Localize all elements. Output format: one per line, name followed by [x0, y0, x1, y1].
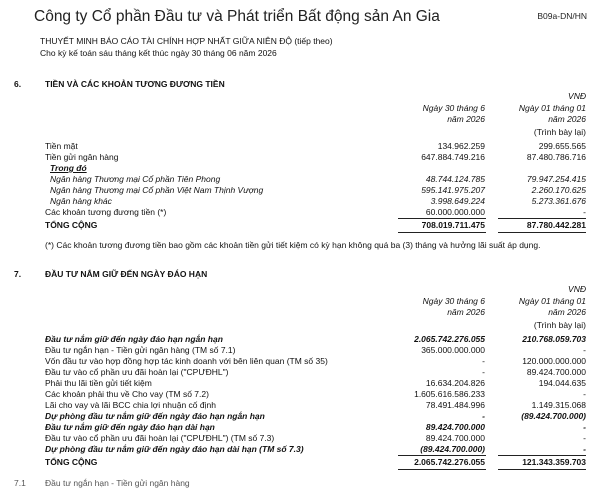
row-value-col2: 79.947.254.415	[526, 174, 586, 184]
row-value-col1: 647.884.749.216	[421, 152, 485, 162]
row-value-col1: (89.424.700.000)	[420, 444, 485, 454]
col2-header-line1: Ngày 01 tháng 01	[518, 296, 586, 306]
report-title: THUYẾT MINH BÁO CÁO TÀI CHÍNH HỢP NHẤT GIỮA NIÊN ĐỘ (tiếp theo)	[40, 36, 333, 46]
row-label: Ngân hàng Thương mại Cổ phần Tiên Phong	[50, 174, 221, 184]
row-value-col1: 89.424.700.000	[425, 422, 485, 432]
row-value-col1: 365.000.000.000	[421, 345, 485, 355]
col1-header-line2: năm 2026	[447, 114, 485, 124]
table-row	[0, 367, 613, 378]
table-row	[0, 356, 613, 367]
row-label: TỔNG CỘNG	[45, 220, 98, 230]
table-row	[0, 422, 613, 433]
row-value-col1: 2.065.742.276.055	[414, 457, 485, 467]
table-row	[0, 185, 613, 196]
section-6-number: 6.	[14, 79, 22, 89]
table-row	[0, 152, 613, 163]
table-row	[0, 207, 613, 218]
col1-header-line1: Ngày 30 tháng 6	[422, 103, 485, 113]
row-value-col2: 89.424.700.000	[526, 367, 586, 377]
row-label: Đầu tư nắm giữ đến ngày đáo hạn ngắn hạn	[45, 334, 223, 344]
table-row	[0, 174, 613, 185]
row-value-col1: -	[482, 367, 485, 377]
total-rule	[498, 469, 586, 470]
row-value-col1: 1.605.616.586.233	[414, 389, 485, 399]
row-value-col1: 3.998.649.224	[430, 196, 485, 206]
row-value-col2: -	[583, 422, 586, 432]
row-value-col2: -	[583, 345, 586, 355]
row-value-col2: 299.655.565	[538, 141, 586, 151]
section-7-restated-note: (Trình bày lại)	[533, 320, 586, 330]
row-label: Đầu tư vào cổ phần ưu đãi hoàn lại ("CPƯĐHL")	[45, 367, 229, 377]
row-value-col2: 194.044.635	[538, 378, 586, 388]
table-row	[0, 400, 613, 411]
table-row	[0, 378, 613, 389]
row-label: Phải thu lãi tiền gửi tiết kiệm	[45, 378, 152, 388]
row-label: Ngân hàng Thương mại Cổ phần Việt Nam Thịnh Vượng	[50, 185, 264, 195]
row-label: Vốn đầu tư vào hợp đồng hợp tác kinh doanh với bên liên quan (TM số 35)	[45, 356, 328, 366]
row-value-col2: 210.768.059.703	[522, 334, 586, 344]
section-6-footnote: (*) Các khoản tương đương tiền bao gồm các khoản tiền gửi tiết kiệm có kỳ hạn không quá ba (3) tháng và hưởng lãi suất áp dụng.	[45, 240, 541, 250]
row-value-col2: -	[583, 444, 586, 454]
row-value-col2: 87.480.786.716	[526, 152, 586, 162]
section-7-unit: VNĐ	[568, 284, 586, 294]
subtotal-rule	[398, 218, 486, 219]
table-row	[0, 444, 613, 455]
row-value-col2: 2.260.170.625	[531, 185, 586, 195]
section-7-col2-header	[519, 296, 586, 318]
table-row	[0, 334, 613, 345]
row-value-col2: 120.000.000.000	[522, 356, 586, 366]
section-7-col1-header	[423, 296, 485, 318]
row-value-col1: 708.019.711.475	[421, 220, 485, 230]
row-value-col2: -	[583, 389, 586, 399]
section-6-unit: VNĐ	[568, 91, 586, 101]
col2-header-line2: năm 2026	[548, 307, 586, 317]
row-value-col2: -	[583, 433, 586, 443]
row-label: Tiền mặt	[45, 141, 78, 151]
row-value-col1: 89.424.700.000	[425, 433, 485, 443]
row-value-col2: (89.424.700.000)	[521, 411, 586, 421]
row-value-col1: 16.634.204.826	[425, 378, 485, 388]
section-6-restated-note: (Trình bày lại)	[533, 127, 586, 137]
col1-header-line1: Ngày 30 tháng 6	[422, 296, 485, 306]
section-7-number: 7.	[14, 269, 22, 279]
col1-header-line2: năm 2026	[447, 307, 485, 317]
row-label: Dự phòng đầu tư nắm giữ đến ngày đáo hạn ngắn hạn	[45, 411, 265, 421]
table-row-total	[0, 220, 613, 231]
table-row	[0, 433, 613, 444]
total-rule	[398, 469, 486, 470]
row-value-col2: 121.343.359.703	[522, 457, 586, 467]
subtotal-rule	[498, 218, 586, 219]
section-7-title: ĐẦU TƯ NẮM GIỮ ĐẾN NGÀY ĐÁO HẠN	[45, 269, 208, 279]
row-label: Đầu tư ngắn hạn - Tiền gửi ngân hàng (TM số 7.1)	[45, 345, 236, 355]
row-label: Ngân hàng khác	[50, 196, 112, 206]
row-label: TỔNG CỘNG	[45, 457, 98, 467]
row-value-col2: 87.780.442.281	[526, 220, 586, 230]
next-subsection-number: 7.1	[14, 478, 26, 488]
next-subsection-title: Đầu tư ngắn hạn - Tiền gửi ngân hàng	[45, 478, 190, 488]
total-rule	[498, 232, 586, 233]
subtotal-rule	[498, 455, 586, 456]
row-value-col1: -	[482, 356, 485, 366]
section-6-col1-header	[423, 103, 485, 125]
row-value-col1: 2.065.742.276.055	[414, 334, 485, 344]
row-label: Dự phòng đầu tư nắm giữ đến ngày đáo hạn dài hạn (TM số 7.3)	[45, 444, 304, 454]
row-label: Tiền gửi ngân hàng	[45, 152, 119, 162]
row-label: Các khoản phải thu về Cho vay (TM số 7.2)	[45, 389, 209, 399]
table-row	[0, 411, 613, 422]
row-label: Đầu tư vào cổ phần ưu đãi hoàn lại ("CPƯĐHL") (TM số 7.3)	[45, 433, 275, 443]
row-value-col1: 78.491.484.996	[425, 400, 485, 410]
col2-header-line2: năm 2026	[548, 114, 586, 124]
table-row	[0, 141, 613, 152]
col2-header-line1: Ngày 01 tháng 01	[518, 103, 586, 113]
row-value-col2: -	[583, 207, 586, 217]
total-rule	[398, 232, 486, 233]
table-row	[0, 345, 613, 356]
table-row	[0, 389, 613, 400]
row-value-col2: 1.149.315.068	[531, 400, 586, 410]
company-name: Công ty Cổ phần Đầu tư và Phát triển Bất động sản An Gia	[34, 8, 440, 25]
row-label: Đầu tư nắm giữ đến ngày đáo hạn dài hạn	[45, 422, 215, 432]
table-row	[0, 163, 613, 174]
row-label: Trong đó	[50, 163, 87, 173]
row-value-col2: 5.273.361.676	[531, 196, 586, 206]
table-row	[0, 196, 613, 207]
subtotal-rule	[398, 455, 486, 456]
row-value-col1: 134.962.259	[437, 141, 485, 151]
row-value-col1: 595.141.975.207	[421, 185, 485, 195]
section-6-col2-header	[519, 103, 586, 125]
row-label: Lãi cho vay và lãi BCC chia lợi nhuận cố định	[45, 400, 216, 410]
row-value-col1: 60.000.000.000	[425, 207, 485, 217]
section-6-title: TIỀN VÀ CÁC KHOẢN TƯƠNG ĐƯƠNG TIỀN	[45, 79, 225, 89]
report-period: Cho kỳ kế toán sáu tháng kết thúc ngày 30 tháng 06 năm 2026	[40, 48, 277, 58]
row-value-col1: 48.744.124.785	[425, 174, 485, 184]
row-value-col1: -	[482, 411, 485, 421]
table-row-total	[0, 457, 613, 468]
form-code: B09a-DN/HN	[537, 11, 587, 21]
row-label: Các khoản tương đương tiền (*)	[45, 207, 167, 217]
